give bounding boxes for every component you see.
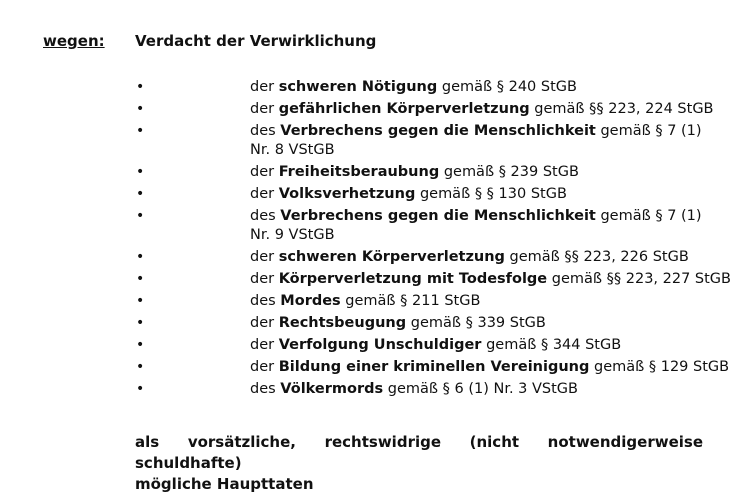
charge-text [250, 314, 720, 333]
charge-text [250, 163, 720, 182]
charge-article: des [250, 208, 276, 224]
charge-reference: gemäß § 129 StGB [593, 359, 730, 375]
charge-item [0, 207, 740, 245]
charge-item [0, 336, 740, 355]
charge-item [0, 292, 740, 311]
charge-reference: gemäß § 211 StGB [345, 293, 481, 309]
charge-offense: Körperverletzung mit Todesfolge [278, 271, 548, 287]
charge-text [250, 270, 731, 289]
charge-item [0, 185, 740, 204]
charge-article: des [250, 123, 276, 139]
charge-item [0, 163, 740, 182]
charge-item [0, 380, 740, 399]
charge-offense: Verbrechens gegen die Menschlichkeit [280, 208, 596, 224]
closing-statement [135, 432, 703, 495]
charge-offense: schweren Nötigung [278, 79, 438, 95]
charge-text [250, 207, 720, 245]
charge-offense: Verfolgung Unschuldiger [278, 337, 482, 353]
charge-text [250, 292, 720, 311]
bullet-icon: • [136, 79, 145, 95]
charge-reference: gemäß §§ 223, 224 StGB [534, 101, 714, 117]
charge-offense: schweren Körperverletzung [278, 249, 505, 265]
charge-offense: Verbrechens gegen die Menschlichkeit [280, 123, 596, 139]
bullet-icon: • [136, 186, 145, 202]
charge-item [0, 122, 740, 160]
wegen-label: wegen: [43, 32, 105, 50]
bullet-icon: • [136, 315, 145, 331]
charge-reference: gemäß § 339 StGB [410, 315, 546, 331]
charge-text [250, 380, 720, 399]
charge-item [0, 270, 740, 289]
bullet-icon: • [136, 271, 145, 287]
charge-text [250, 248, 720, 267]
charge-article: der [250, 164, 275, 180]
charge-article: der [250, 186, 275, 202]
charge-reference: gemäß §§ 223, 227 StGB [551, 271, 731, 287]
charge-reference: gemäß § 239 StGB [443, 164, 579, 180]
charge-article: des [250, 293, 276, 309]
charge-reference: gemäß § 7 (1) [600, 208, 702, 224]
bullet-icon: • [136, 123, 145, 139]
charge-article: der [250, 249, 275, 265]
bullet-icon: • [136, 101, 145, 117]
closing-line-1: als vorsätzliche, rechtswidrige (nicht notwendigerweise schuldhafte) [135, 433, 703, 472]
charge-article: der [250, 101, 275, 117]
closing-line-2: mögliche Haupttaten [135, 475, 314, 493]
charge-article: der [250, 271, 275, 287]
bullet-icon: • [136, 337, 145, 353]
charge-offense: Rechtsbeugung [278, 315, 407, 331]
bullet-icon: • [136, 359, 145, 375]
bullet-icon: • [136, 208, 145, 224]
charge-item [0, 248, 740, 267]
charge-text [250, 185, 720, 204]
charge-article: des [250, 381, 276, 397]
charge-item [0, 358, 740, 377]
charge-item [0, 100, 740, 119]
charge-article: der [250, 79, 275, 95]
charge-offense: Volksverhetzung [278, 186, 416, 202]
bullet-icon: • [136, 381, 145, 397]
charge-article: der [250, 315, 275, 331]
bullet-icon: • [136, 164, 145, 180]
charge-text [250, 336, 720, 355]
charge-item [0, 314, 740, 333]
charge-reference-continued: Nr. 8 VStGB [250, 142, 335, 158]
charges-list [0, 78, 740, 402]
charge-text [250, 358, 730, 377]
charge-article: der [250, 337, 275, 353]
bullet-icon: • [136, 249, 145, 265]
charge-reference: gemäß § 344 StGB [486, 337, 622, 353]
charge-offense: Bildung einer kriminellen Vereinigung [278, 359, 590, 375]
charge-reference: gemäß § 7 (1) [600, 123, 702, 139]
charge-item [0, 78, 740, 97]
charge-reference: gemäß § § 130 StGB [419, 186, 567, 202]
charge-text [250, 122, 720, 160]
charge-text [250, 78, 720, 97]
charge-reference: gemäß § 6 (1) Nr. 3 VStGB [387, 381, 578, 397]
charge-offense: Völkermords [280, 381, 384, 397]
charge-offense: Mordes [280, 293, 341, 309]
suspicion-heading: Verdacht der Verwirklichung [135, 32, 377, 50]
bullet-icon: • [136, 293, 145, 309]
charge-reference: gemäß §§ 223, 226 StGB [509, 249, 689, 265]
charge-text [250, 100, 720, 119]
charge-offense: Freiheitsberaubung [278, 164, 440, 180]
charge-reference-continued: Nr. 9 VStGB [250, 227, 335, 243]
charge-reference: gemäß § 240 StGB [441, 79, 577, 95]
charge-offense: gefährlichen Körperverletzung [278, 101, 530, 117]
charge-article: der [250, 359, 275, 375]
